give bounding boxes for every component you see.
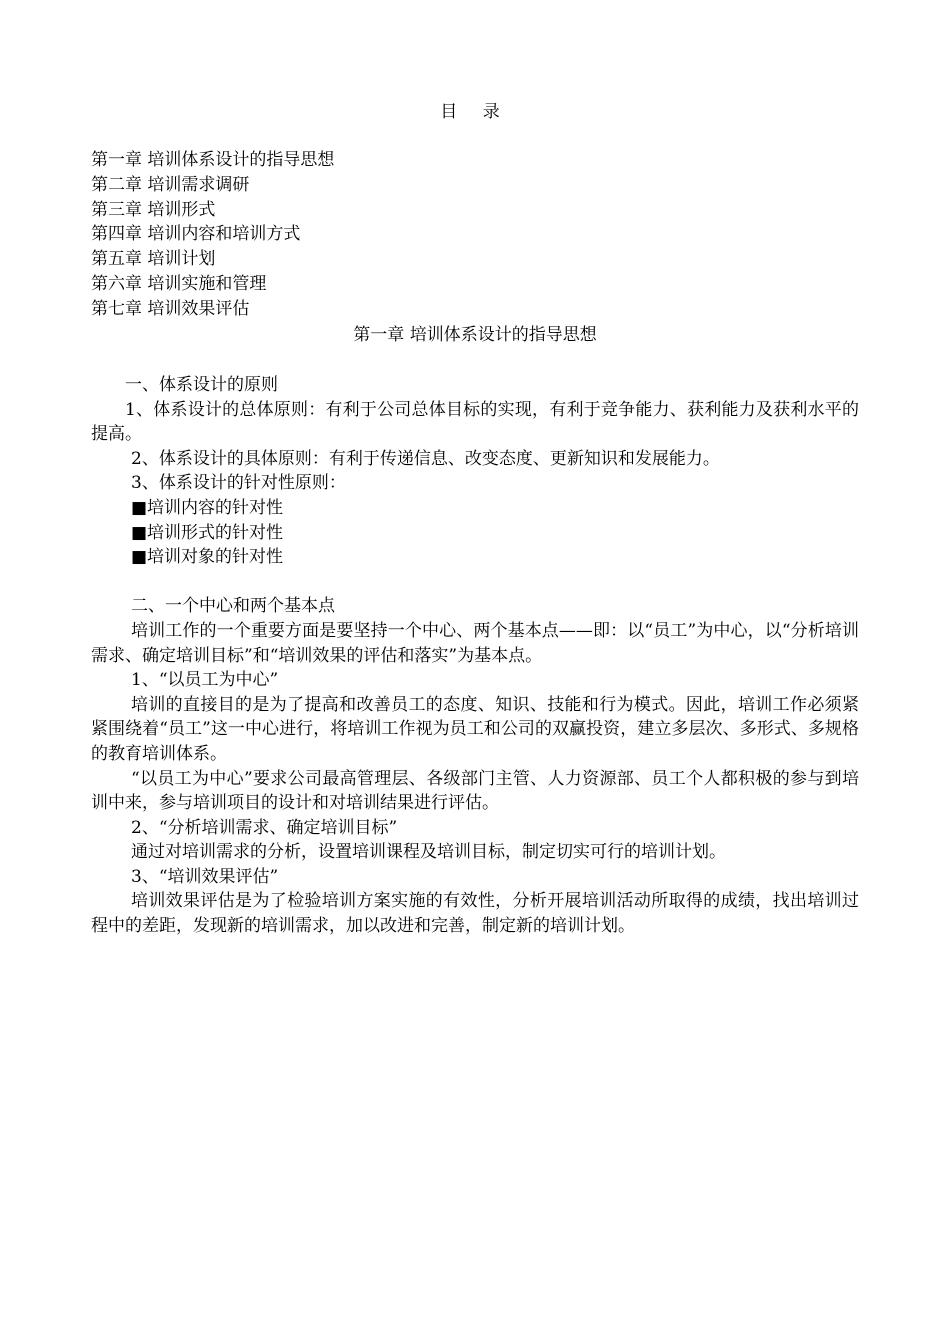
chapter-body	[91, 373, 859, 939]
section-heading-center: 二、一个中心和两个基本点	[131, 596, 335, 617]
bullet-item: ■培训对象的针对性	[131, 547, 284, 568]
chapter-title: 第一章 培训体系设计的指导思想	[353, 325, 597, 345]
subheading-employee-center: 1、“以员工为中心”	[131, 670, 279, 691]
bullet-item: ■培训形式的针对性	[131, 522, 284, 543]
toc-item-3: 第三章 培训形式	[91, 199, 216, 220]
toc-item-6: 第六章 培训实施和管理	[91, 273, 267, 294]
toc-item-7: 第七章 培训效果评估	[91, 298, 250, 319]
table-of-contents	[91, 148, 791, 322]
paragraph-targeted-principle: 3、体系设计的针对性原则：	[131, 473, 346, 494]
subheading-effect-evaluation: 3、“培训效果评估”	[131, 866, 279, 887]
paragraph-overall-principle: 1、体系设计的总体原则：有利于公司总体目标的实现，有利于竞争能力、获利能力及获利水平的提高。	[91, 399, 859, 445]
paragraph-specific-principle: 2、体系设计的具体原则：有利于传递信息、改变态度、更新知识和发展能力。	[131, 448, 720, 469]
toc-item-2: 第二章 培训需求调研	[91, 174, 250, 195]
toc-title: 目 录	[440, 102, 510, 122]
toc-item-4: 第四章 培训内容和培训方式	[91, 224, 301, 245]
paragraph-needs-analysis: 通过对培训需求的分析，设置培训课程及培训目标，制定切实可行的培训计划。	[131, 842, 726, 863]
paragraph-employee-center-1: 培训的直接目的是为了提高和改善员工的态度、知识、技能和行为模式。因此，培训工作必须紧紧围绕着“员工”这一中心进行，将培训工作视为员工和公司的双赢投资，建立多层次、多形式、多规格的教育培训体系。	[91, 694, 859, 764]
subheading-needs-analysis: 2、“分析培训需求、确定培训目标”	[131, 817, 398, 838]
spacer	[91, 570, 859, 595]
paragraph-employee-center-2: “以员工为中心”要求公司最高管理层、各级部门主管、人力资源部、员工个人都积极的参与到培训中来，参与培训项目的设计和对培训结果进行评估。	[91, 768, 859, 814]
toc-item-5: 第五章 培训计划	[91, 249, 216, 270]
bullet-item: ■培训内容的针对性	[131, 497, 284, 518]
section-heading-principles: 一、体系设计的原则	[125, 375, 278, 395]
paragraph-center-intro: 培训工作的一个重要方面是要坚持一个中心、两个基本点——即：以“员工”为中心，以“分析培训需求、确定培训目标”和“培训效果的评估和落实”为基本点。	[91, 620, 859, 666]
paragraph-effect-evaluation: 培训效果评估是为了检验培训方案实施的有效性，分析开展培训活动所取得的成绩，找出培训过程中的差距，发现新的培训需求，加以改进和完善，制定新的培训计划。	[91, 891, 859, 937]
toc-item-1: 第一章 培训体系设计的指导思想	[91, 150, 335, 170]
